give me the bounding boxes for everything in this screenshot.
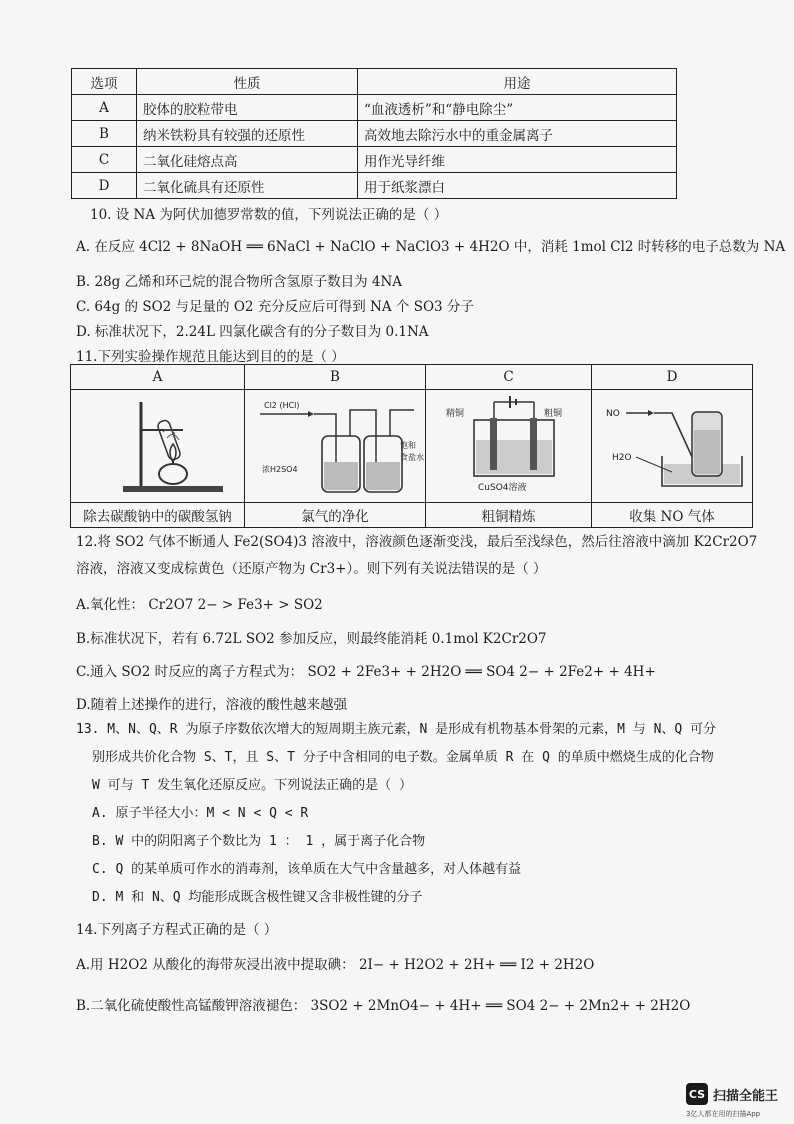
table-cell: 二氧化硅熔点高 [137,147,358,173]
q12-option-c-equation: SO2 + 2Fe3+ + 2H2O ══ SO4 2− + 2Fe2+ + 4H+ [307,664,656,680]
question-11-stem: 11.下列实验操作规范且能达到目的的是（ ） [76,349,345,365]
q12-option-d: D.随着上述操作的进行，溶液的酸性越来越强 [76,697,348,713]
experiment-table [70,364,753,528]
q12-option-a-prefix: A.氧化性： [76,597,145,613]
label-b-gas: Cl2 (HCl) [264,401,300,410]
table-cell: 高效地去除污水中的重金属离子 [358,121,677,147]
q14-option-a [76,953,594,973]
question-12-stem-line2: 溶液，溶液又变成棕黄色（还原产物为 Cr3+）。则下列有关说法错误的是（ ） [76,561,547,577]
table-cell: 用作光导纤维 [358,147,677,173]
table-cell: 除去碳酸钠中的碳酸氢钠 [71,503,245,528]
table-cell: “血液透析”和“静电除尘” [358,95,677,121]
cs-logo-badge: CS [686,1083,708,1105]
table-row [72,147,677,173]
table-cell: 二氧化硫具有还原性 [137,173,358,199]
table-header: C [426,365,592,390]
q10-option-a [76,235,785,255]
q12-option-a [76,593,323,613]
label-c-solution: CuSO4溶液 [477,483,527,493]
cs-logo-title: 扫描全能王 [713,1088,779,1104]
q10-option-c: C. 64g 的 SO2 与足量的 O2 充分反应后可得到 NA 个 SO3 分子 [76,299,474,315]
table-cell: 用于纸浆漂白 [358,173,677,199]
q10-option-a-equation: 4Cl2 + 8NaOH ══ 6NaCl + NaClO + NaClO3 + 4H2O [139,239,510,255]
question-13-stem-line2: 别形成共价化合物 S、T，且 S、T 分子中含相同的电子数。金属单质 R 在 Q 的单质中燃烧生成的化合物 [92,750,714,765]
apparatus-b-gas-washing-image [245,390,426,503]
apparatus-a-heating-image [71,390,245,503]
table-row [72,121,677,147]
q13-option-c: C. Q 的某单质可作水的消毒剂，该单质在大气中含量越多，对人体越有益 [92,862,522,877]
table-header: A [71,365,245,390]
apparatus-d-gas-collection-image [592,390,753,503]
q14-option-b [76,994,690,1014]
cs-logo-subtitle: 3亿人都在用的扫描App [686,1110,761,1118]
q13-option-b: B. W 中的阴阳离子个数比为 1 ： 1 ，属于离子化合物 [92,834,426,849]
table-header: D [592,365,753,390]
table-row [72,95,677,121]
q10-option-a-suffix: 中，消耗 1mol Cl2 时转移的电子总数为 NA [513,239,786,255]
q10-option-b: B. 28g 乙烯和环己烷的混合物所含氢原子数目为 4NA [76,274,403,290]
table-header: 用途 [358,69,677,95]
table-cell: C [72,147,137,173]
table-header: B [245,365,426,390]
q12-option-c [76,660,656,680]
q14-option-b-equation: 3SO2 + 2MnO4− + 4H+ ══ SO4 2− + 2Mn2+ + 2H2O [310,998,691,1014]
q12-option-b: B.标准状况下，若有 6.72L SO2 参加反应，则最终能消耗 0.1mol K2Cr2O7 [76,631,547,647]
label-d-no: NO [606,409,620,419]
table-cell: 氯气的净化 [245,503,426,528]
apparatus-c-electrolysis-image [426,390,592,503]
table-cell: 胶体的胶粒带电 [137,95,358,121]
question-13-stem-line1: 13. M、N、Q、R 为原子序数依次增大的短周期主族元素，N 是形成有机物基本骨架的元素，M 与 N、Q 可分 [76,722,717,737]
q13-option-a: A. 原子半径大小：M < N < Q < R [92,806,309,821]
table-cell: 粗铜精炼 [426,503,592,528]
question-14-stem: 14.下列离子方程式正确的是（ ） [76,922,278,938]
property-use-table [71,68,677,199]
table-header: 性质 [137,69,358,95]
label-b-left: 浓H2SO4 [262,465,298,474]
label-b-right2: 食盐水 [400,453,424,462]
q14-option-a-prefix: A.用 H2O2 从酸化的海带灰浸出液中提取碘： [76,957,355,973]
table-cell: D [72,173,137,199]
q12-option-c-prefix: C.通入 SO2 时反应的离子方程式为： [76,664,304,680]
question-13-stem-line3: W 可与 T 发生氧化还原反应。下列说法正确的是（ ） [92,778,412,793]
q10-option-a-prefix: A. 在反应 [76,239,135,255]
table-header: 选项 [72,69,137,95]
label-c-right: 粗铜 [543,409,562,419]
camscanner-watermark [686,1083,778,1119]
question-12-stem-line1: 12.将 SO2 气体不断通人 Fe2(SO4)3 溶液中，溶液颜色逐渐变浅，最后至浅绿色，然后往溶液中滴加 K2Cr2O7 [76,534,758,550]
table-cell: 收集 NO 气体 [592,503,753,528]
q10-option-d: D. 标准状况下，2.24L 四氯化碳含有的分子数目为 0.1NA [76,324,429,340]
q14-option-b-prefix: B.二氧化硫使酸性高锰酸钾溶液褪色： [76,998,307,1014]
label-d-h2o: H2O [612,453,632,463]
table-cell: A [72,95,137,121]
q14-option-a-equation: 2I− + H2O2 + 2H+ ══ I2 + 2H2O [358,957,595,973]
question-10-stem: 10. 设 NA 为阿伏加德罗常数的值，下列说法正确的是（ ） [90,207,448,223]
table-row [72,173,677,199]
q13-option-d: D. M 和 N、Q 均能形成既含极性键又含非极性键的分子 [92,890,423,905]
table-cell: 纳米铁粉具有较强的还原性 [137,121,358,147]
label-c-left: 精铜 [445,409,464,419]
label-b-right1: 饱和 [400,441,416,450]
table-cell: B [72,121,137,147]
q12-option-a-equation: Cr2O7 2− > Fe3+ > SO2 [148,597,323,613]
